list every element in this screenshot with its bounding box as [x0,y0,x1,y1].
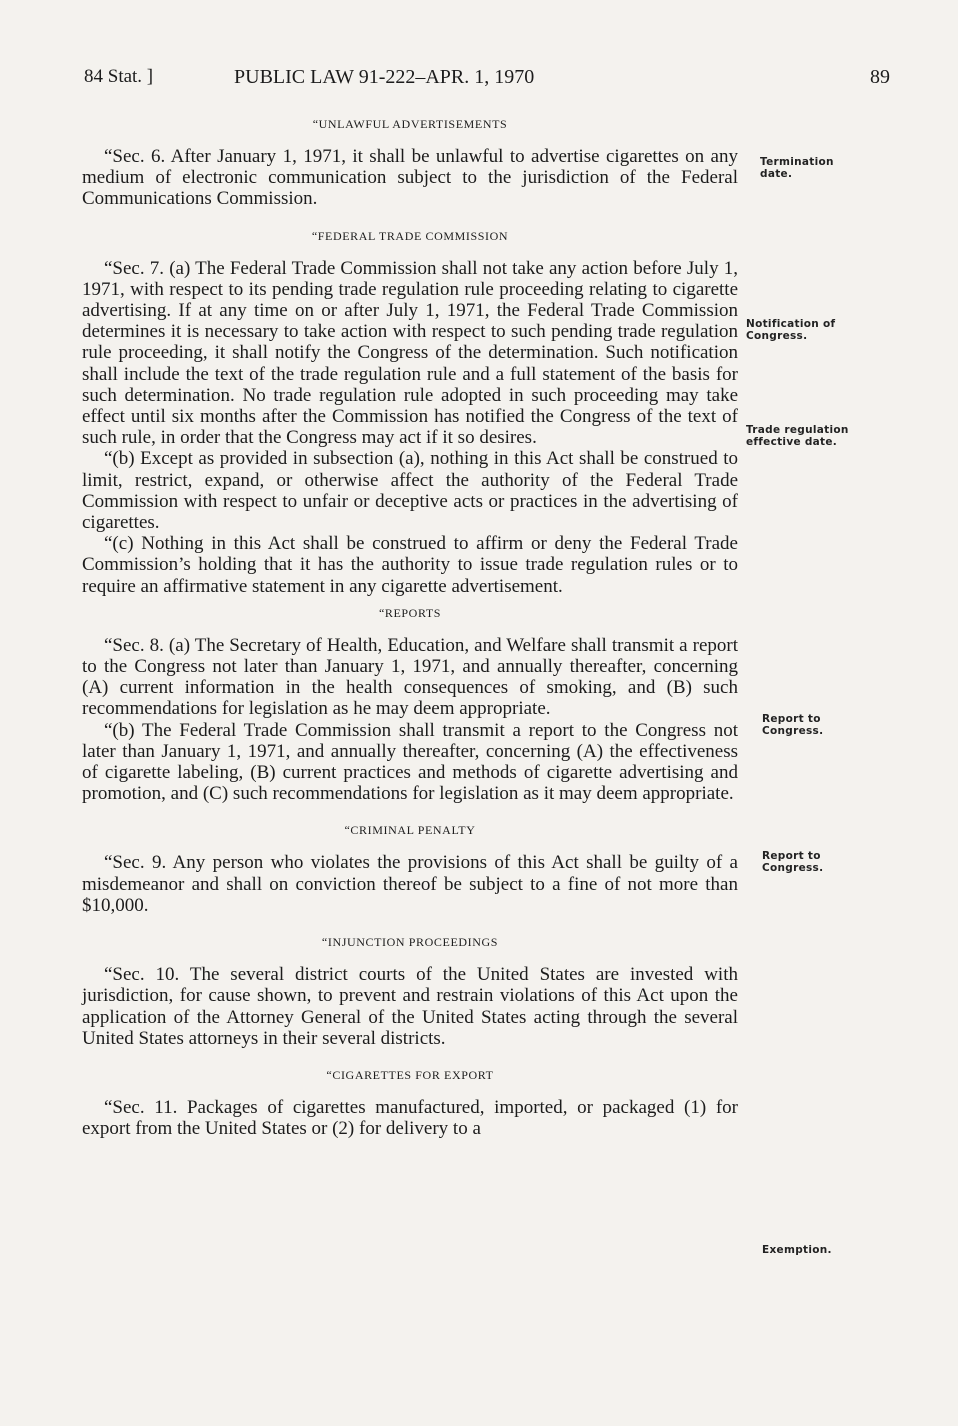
margin-note-report-to-congress-ftc: Report to Congress. [762,850,824,874]
document-body [82,112,738,1139]
page-header [84,66,890,96]
section-10-paragraph: “Sec. 10. The several district courts of the United States are invested with jurisdiction, for cause shown, to prevent and restrain violations of this Act upon the application of the Attorney General of the United States acting through the several United States attorneys in their several districts. [82,964,738,1049]
section-9-paragraph: “Sec. 9. Any person who violates the provisions of this Act shall be guilty of a misdemeanor and shall on conviction thereof be subject to a fine of not more than $10,000. [82,852,738,916]
section-heading-cigarettes-for-export: “CIGARETTES FOR EXPORT [326,1067,494,1082]
margin-note-termination-date: Termination date. [760,156,834,180]
section-heading-criminal-penalty: “CRIMINAL PENALTY [344,823,476,838]
public-law-title: PUBLIC LAW 91-222–APR. 1, 1970 [234,66,535,88]
section-8b-paragraph: “(b) The Federal Trade Commission shall transmit a report to the Congress not later than January 1, 1971, and annually thereafter, concerning (A) the effectiveness of cigarette labeling, (B) current practices and methods of cigarette advertising and promotion, and (C) such recommendations for legislation as it may deem appropriate. [82,719,738,805]
margin-note-report-to-congress-hew: Report to Congress. [762,713,824,737]
margin-note-trade-regulation-effective-date: Trade regulation effective date. [746,424,849,448]
section-6-paragraph: “Sec. 6. After January 1, 1971, it shall be unlawful to advertise cigarettes on any medium of electronic communication subject to the jurisdiction of the Federal Communications Commission. [82,146,738,210]
section-heading-injunction-proceedings: “INJUNCTION PROCEEDINGS [321,935,499,950]
section-heading-unlawful-advertisements: “UNLAWFUL ADVERTISEMENTS [312,117,508,131]
section-8a-paragraph: “Sec. 8. (a) The Secretary of Health, Education, and Welfare shall transmit a report to the Congress not later than January 1, 1971, and annually thereafter, concerning (A) current information in the health consequences of smoking, and (B) such recommendations for legislation as he may deem appropriate. [82,634,738,720]
page-number: 89 [870,66,890,88]
margin-note-exemption: Exemption. [762,1244,832,1256]
section-heading-reports: “REPORTS [378,605,442,620]
section-11-paragraph: “Sec. 11. Packages of cigarettes manufactured, imported, or packaged (1) for export from the United States or (2) for delivery to a [82,1096,738,1140]
section-7a-paragraph: “Sec. 7. (a) The Federal Trade Commission shall not take any action before July 1, 1971, with respect to its pending trade regulation rule proceeding relating to cigarette advertising. If at any time on or after July 1, 1971, the Federal Trade Commission determines it is necessary to take action with respect to such pending trade regulation rule proceeding, it shall notify the Congress of the determination. Such notification shall include the text of the trade regulation rule and a full statement of the basis for such determination. No trade regulation rule adopted in such proceeding may take effect until six months after the Commission has notified the Congress of the text of such rule, in order that the Congress may act if it so desires. [82,257,738,449]
section-7c-paragraph: “(c) Nothing in this Act shall be construed to affirm or deny the Federal Trade Commission’s holding that it has the authority to issue trade regulation rules or to require an affirmative statement in any cigarette advertisement. [82,533,738,597]
statute-reference: 84 Stat. ] [84,66,154,87]
margin-note-notification-of-congress: Notification of Congress. [746,318,836,342]
section-7b-paragraph: “(b) Except as provided in subsection (a), nothing in this Act shall be construed to limit, restrict, expand, or otherwise affect the authority of the Federal Trade Commission with respect to unfair or deceptive acts or practices in the advertising of cigarettes. [82,448,738,534]
section-heading-federal-trade-commission: “FEDERAL TRADE COMMISSION [311,228,509,243]
